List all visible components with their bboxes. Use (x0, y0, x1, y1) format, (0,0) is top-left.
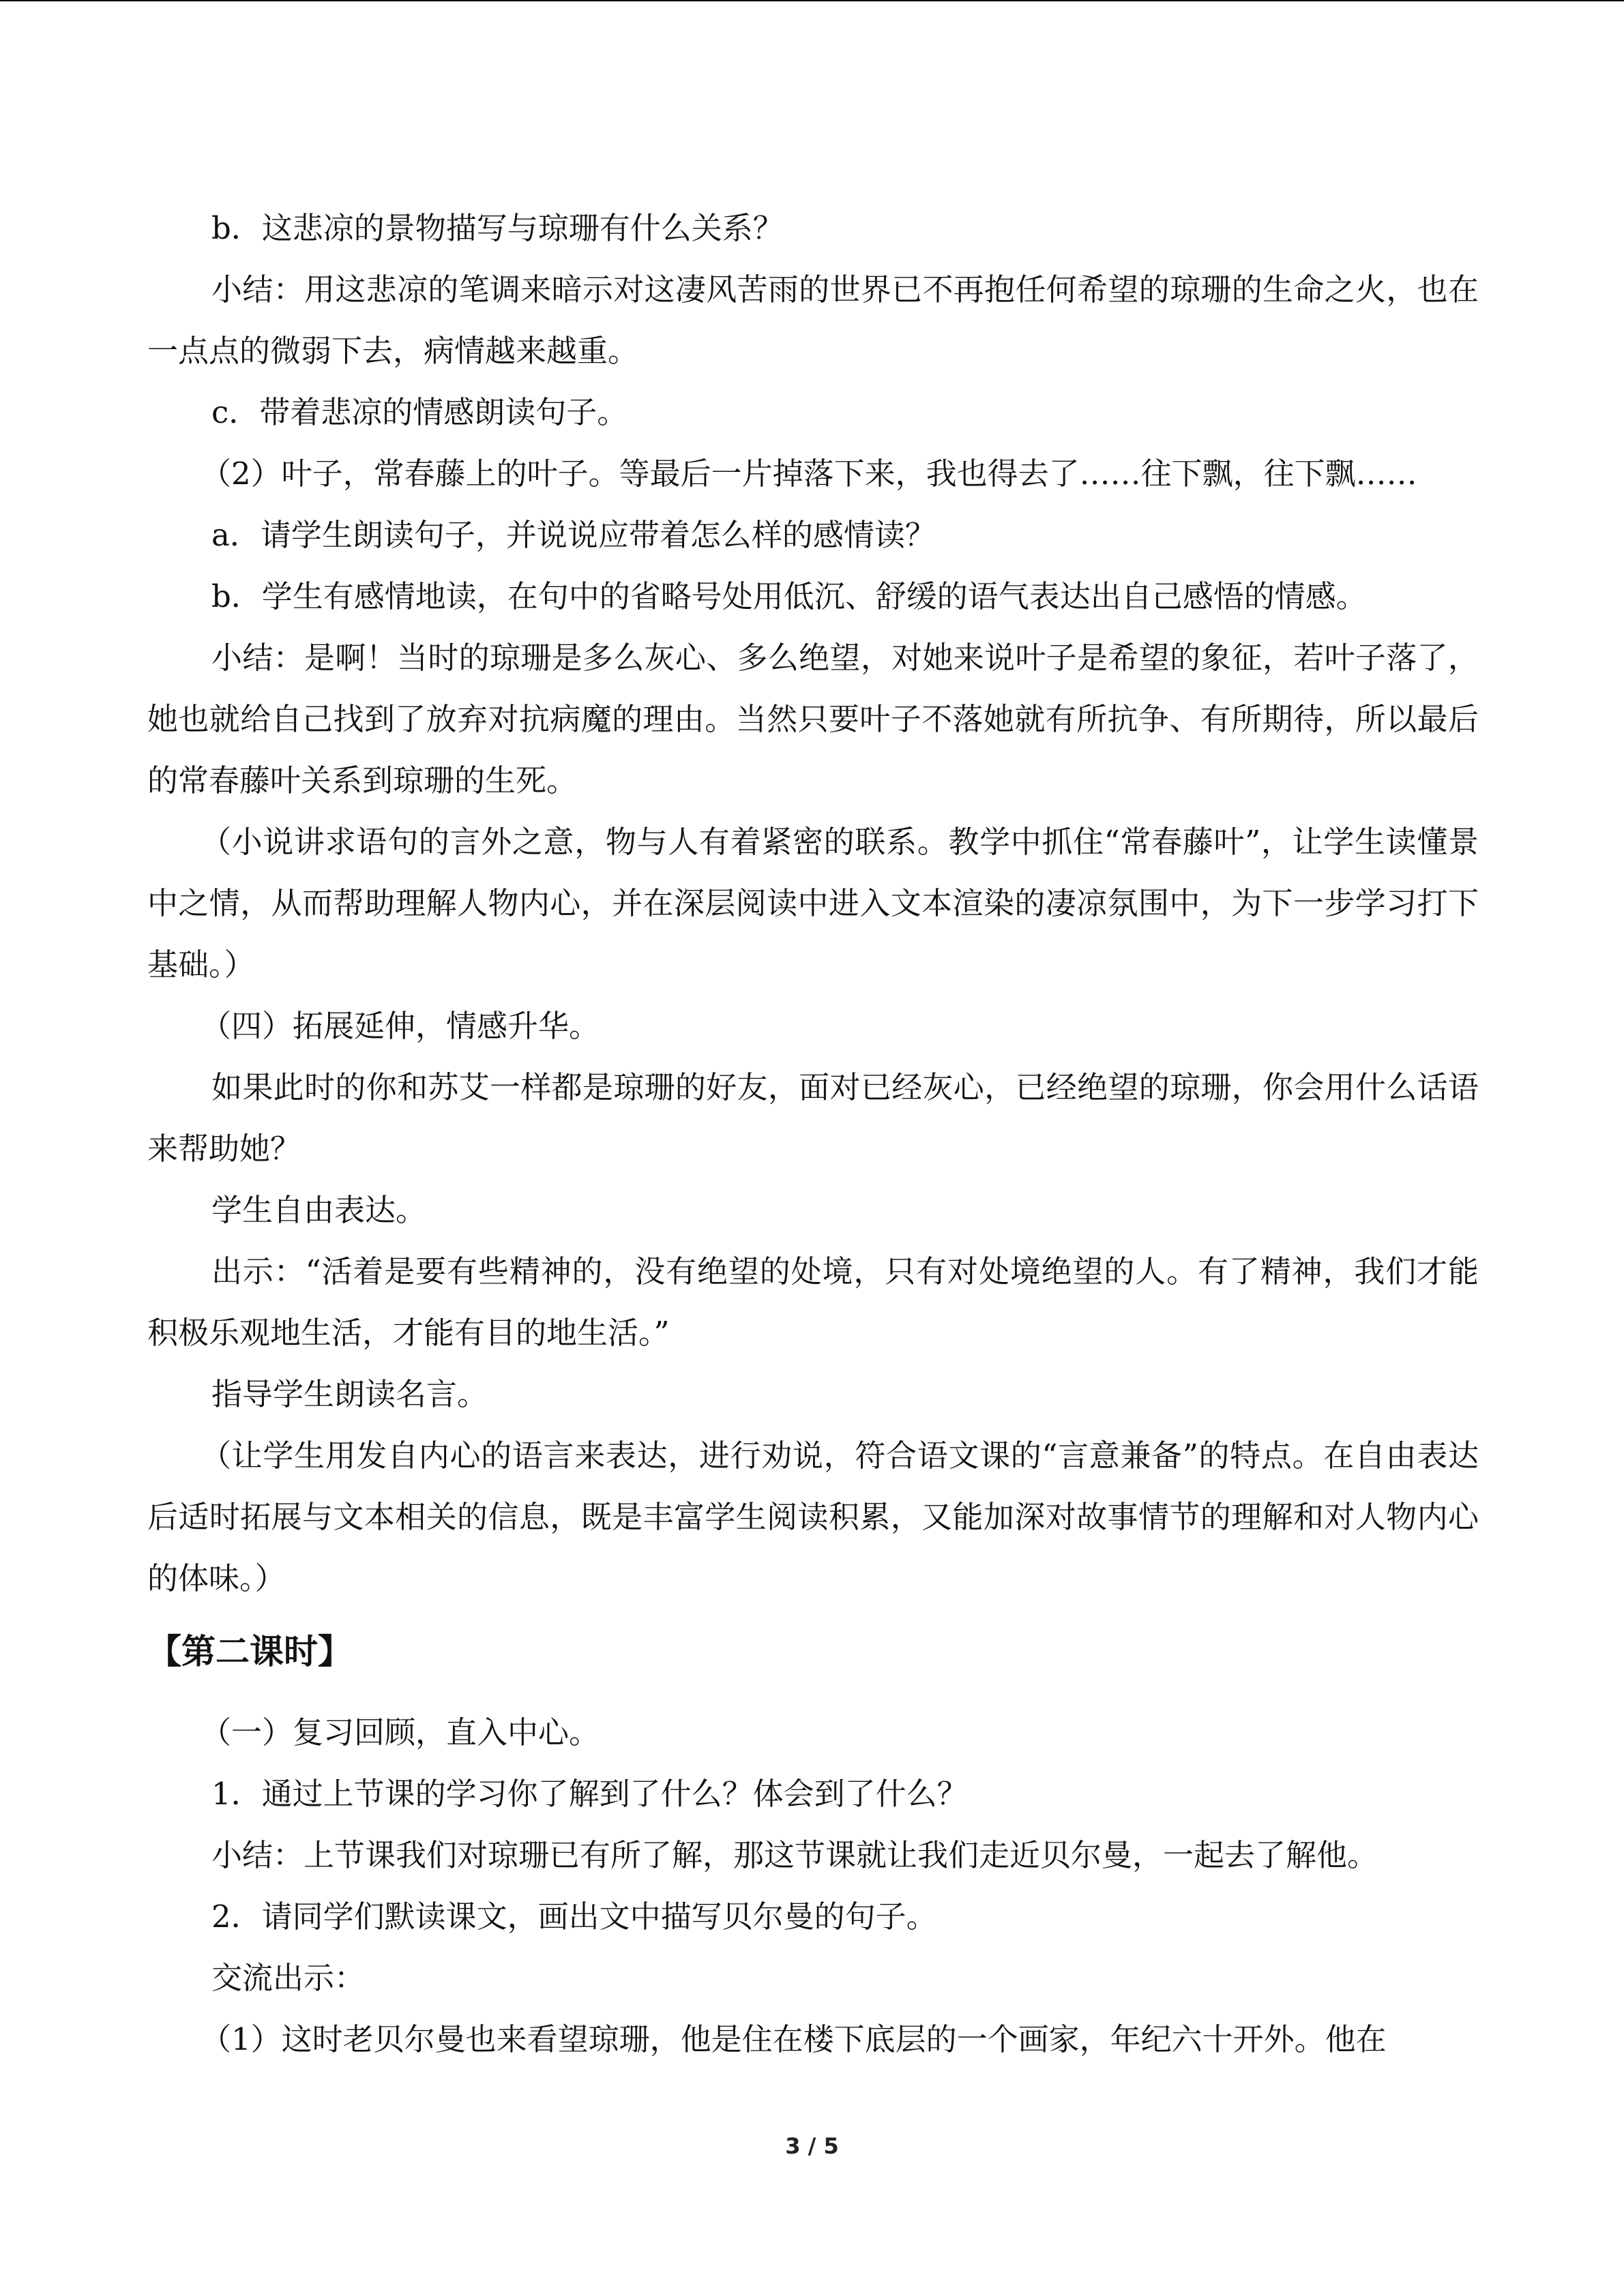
page-number: 3 / 5 (785, 2133, 839, 2159)
section-heading: 【第二课时】 (147, 1632, 352, 1671)
paragraph: 学生自由表达。 (211, 1192, 427, 1228)
paragraph: （四）拓展延伸，情感升华。 (201, 1008, 600, 1044)
paragraph: 小结：用这悲凉的笔调来暗示对这凄风苦雨的世界已不再抱任何希望的琼珊的生命之火，也在一点点的微弱下去，病情越来越重。 (147, 271, 1479, 369)
paragraph: （小说讲求语句的言外之意，物与人有着紧密的联系。教学中抓住“常春藤叶”，让学生读懂景中之情，从而帮助理解人物内心，并在深层阅读中进入文本渲染的凄凉氛围中，为下一步学习打下基础。） (147, 824, 1479, 983)
paragraphs-part1 (147, 198, 1479, 1609)
paragraph: 小结：是啊！当时的琼珊是多么灰心、多么绝望，对她来说叶子是希望的象征，若叶子落了，她也就给自己找到了放弃对抗病魔的理由。当然只要叶子不落她就有所抗争、有所期待，所以最后的常春藤叶关系到琼珊的生死。 (147, 640, 1479, 799)
paragraph: 1．通过上节课的学习你了解到了什么？体会到了什么？ (211, 1776, 968, 1812)
paragraph: 出示：“活着是要有些精神的，没有绝望的处境，只有对处境绝望的人。有了精神，我们才能积极乐观地生活，才能有目的地生活。” (147, 1253, 1479, 1351)
paragraph: b．学生有感情地读，在句中的省略号处用低沉、舒缓的语气表达出自己感悟的情感。 (211, 578, 1367, 614)
document-page (147, 198, 1479, 2070)
paragraph: （1）这时老贝尔曼也来看望琼珊，他是住在楼下底层的一个画家，年纪六十开外。他在 (201, 2021, 1387, 2057)
paragraph: 交流出示： (211, 1960, 366, 1996)
top-border-line (0, 0, 1624, 1)
paragraph: b．这悲凉的景物描写与琼珊有什么关系？ (211, 210, 784, 246)
paragraphs-part2 (147, 1702, 1479, 2070)
paragraph: c．带着悲凉的情感朗读句子。 (211, 394, 628, 430)
paragraph: 如果此时的你和苏艾一样都是琼珊的好友，面对已经灰心，已经绝望的琼珊，你会用什么话语来帮助她？ (147, 1069, 1479, 1167)
paragraph: 指导学生朗读名言。 (211, 1376, 488, 1412)
paragraph: 2．请同学们默读课文，画出文中描写贝尔曼的句子。 (211, 1898, 937, 1935)
paragraph: （2）叶子，常春藤上的叶子。等最后一片掉落下来，我也得去了……往下飘，往下飘…… (201, 456, 1417, 492)
paragraph: （让学生用发自内心的语言来表达，进行劝说，符合语文课的“言意兼备”的特点。在自由表达后适时拓展与文本相关的信息，既是丰富学生阅读积累，又能加深对故事情节的理解和对人物内心的体味。） (147, 1437, 1479, 1596)
paragraph: （一）复习回顾，直入中心。 (201, 1714, 600, 1750)
paragraph: 小结：上节课我们对琼珊已有所了解，那这节课就让我们走近贝尔曼，一起去了解他。 (211, 1837, 1378, 1873)
paragraph: a．请学生朗读句子，并说说应带着怎么样的感情读？ (211, 517, 936, 553)
